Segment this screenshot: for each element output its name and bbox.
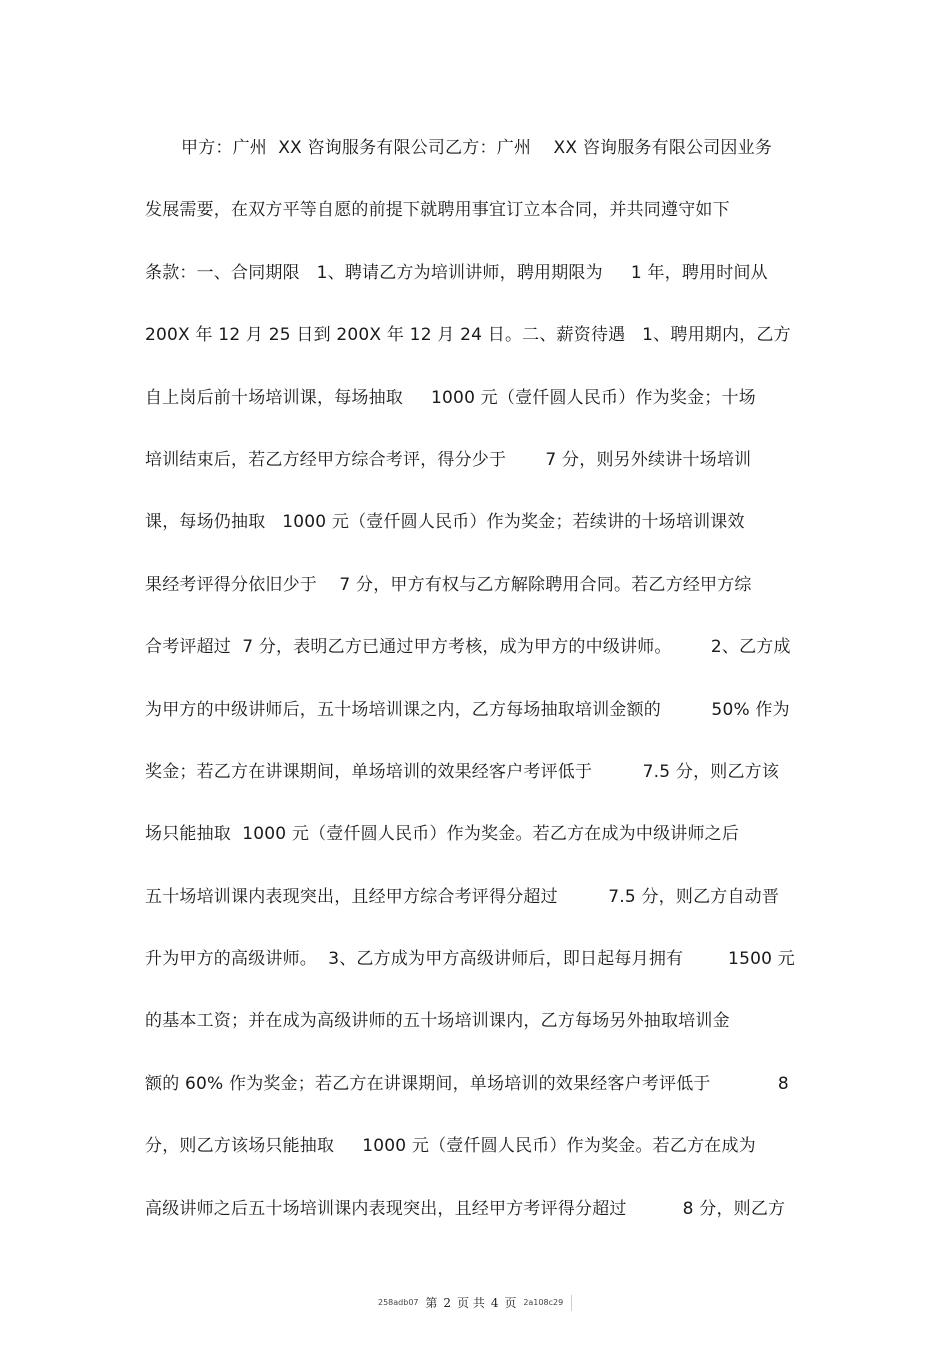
footer-left-code: 258adb07 xyxy=(378,1298,419,1307)
body-line-10: 为甲方的中级讲师后，五十场培训课之内，乙方每场抽取培训金额的 50% 作为 xyxy=(145,699,790,720)
body-line-13: 五十场培训课内表现突出，且经甲方综合考评得分超过 7.5 分，则乙方自动晋 xyxy=(145,886,780,907)
footer-page-middle: 页 共 xyxy=(457,1296,485,1310)
body-line-15: 的基本工资；并在成为高级讲师的五十场培训课内，乙方每场另外抽取培训金 xyxy=(145,1011,730,1032)
body-line-6: 培训结束后，若乙方经甲方综合考评，得分少于 7 分，则另外续讲十场培训 xyxy=(145,449,752,470)
footer-page-number: 2 xyxy=(443,1295,451,1310)
footer-divider xyxy=(571,1295,572,1311)
body-line-14: 升为甲方的高级讲师。 3、乙方成为甲方高级讲师后，即日起每月拥有 1500 元 xyxy=(145,949,795,970)
body-line-4: 200X 年 12 月 25 日到 200X 年 12 月 24 日。二、薪资待遇 1、聘用期内，乙方 xyxy=(145,325,791,346)
body-line-16: 额的 60% 作为奖金；若乙方在讲课期间，单场培训的效果经客户考评低于 8 xyxy=(145,1073,789,1094)
body-line-5: 自上岗后前十场培训课，每场抽取 1000 元（壹仟圆人民币）作为奖金；十场 xyxy=(145,387,756,408)
footer-page-prefix: 第 xyxy=(425,1296,438,1310)
body-line-1: 甲方：广州 XX 咨询服务有限公司乙方：广州 XX 咨询服务有限公司因业务 xyxy=(181,138,773,158)
body-line-3: 条款：一、合同期限 1、聘请乙方为培训讲师，聘用期限为 1 年，聘用时间从 xyxy=(145,262,768,283)
body-line-12: 场只能抽取 1000 元（壹仟圆人民币）作为奖金。若乙方在成为中级讲师之后 xyxy=(145,824,740,845)
footer-page-suffix: 页 xyxy=(504,1296,517,1310)
body-line-17: 分，则乙方该场只能抽取 1000 元（壹仟圆人民币）作为奖金。若乙方在成为 xyxy=(145,1136,756,1157)
body-line-8: 果经考评得分依旧少于 7 分，甲方有权与乙方解除聘用合同。若乙方经甲方综 xyxy=(145,574,752,595)
body-line-11: 奖金；若乙方在讲课期间，单场培训的效果经客户考评低于 7.5 分，则乙方该 xyxy=(145,761,780,782)
body-line-2: 发展需要，在双方平等自愿的前提下就聘用事宜订立本合同，并共同遵守如下 xyxy=(145,200,730,221)
body-line-7: 课，每场仍抽取 1000 元（壹仟圆人民币）作为奖金；若续讲的十场培训课效 xyxy=(145,512,745,533)
footer-total-pages: 4 xyxy=(490,1295,499,1310)
contract-body xyxy=(145,128,815,1251)
footer-right-code: 2a108c29 xyxy=(523,1298,564,1307)
body-line-9: 合考评超过 7 分，表明乙方已通过甲方考核，成为甲方的中级讲师。 2、乙方成 xyxy=(145,637,791,658)
page-footer xyxy=(0,1294,950,1311)
body-line-18: 高级讲师之后五十场培训课内表现突出，且经甲方考评得分超过 8 分，则乙方 xyxy=(145,1198,786,1219)
